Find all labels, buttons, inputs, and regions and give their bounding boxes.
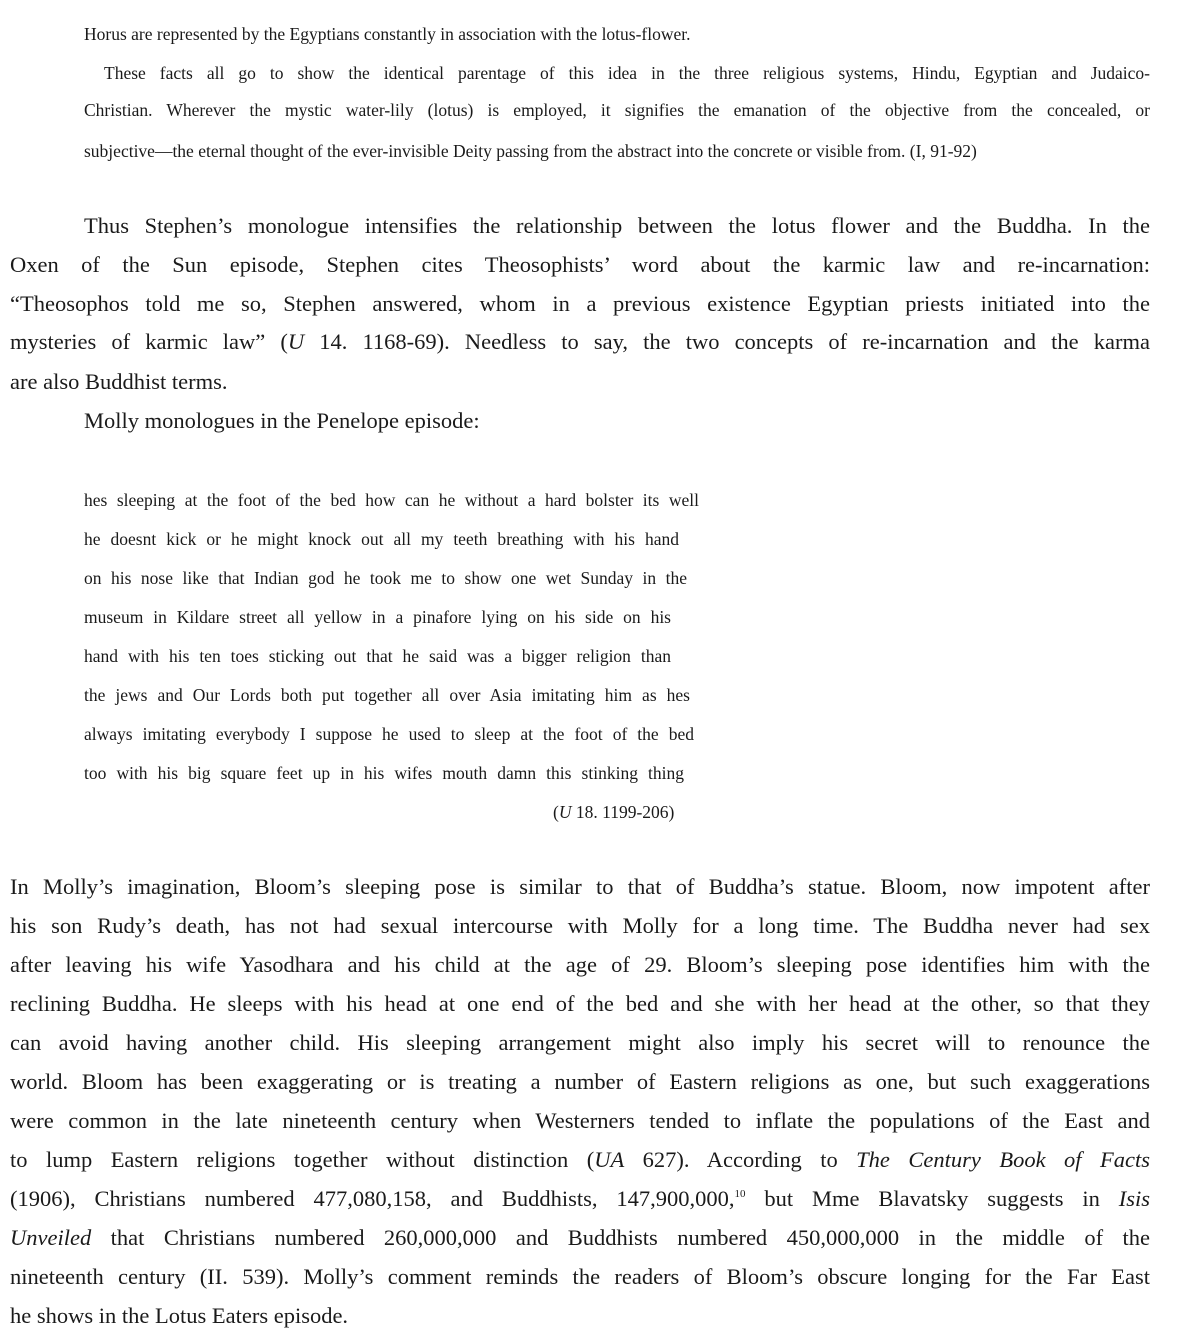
paragraph-1-line-1: Thus Stephen’s monologue intensifies the relationship between the lotus flower and the Buddha. In the [84, 213, 1150, 238]
paragraph-2-line-8 [10, 1147, 1150, 1173]
paragraph-1-line-4 [10, 329, 1150, 355]
block-quote-2-line-7: always imitating everybody I suppose he used to sleep at the foot of the bed [84, 724, 694, 744]
paragraph-2-line-12: he shows in the Lotus Eaters episode. [10, 1303, 349, 1328]
book-title-unveiled: Unveiled [10, 1225, 92, 1250]
ulysses-abbrev: U [558, 802, 572, 822]
paragraph-2-line-10-text-b: that Christians numbered 260,000,000 and Buddhists numbered 450,000,000 in the middle of the [91, 1225, 1150, 1250]
block-quote-1-line-1: Horus are represented by the Egyptians constantly in association with the lotus-flower. [84, 24, 691, 44]
paragraph-1-line-5: are also Buddhist terms. [10, 369, 228, 394]
paragraph-2-line-9-text-a: (1906), Christians numbered 477,080,158, and Buddhists, 147,900,000, [10, 1186, 735, 1211]
block-quote-1-line-4: subjective—the eternal thought of the ever-invisible Deity passing from the abstract into the concrete or visible from. (I, 91-92) [84, 141, 977, 161]
book-title-century-book: The Century Book of Facts [856, 1147, 1151, 1172]
citation-open-paren: ( [553, 802, 559, 822]
block-quote-2-line-6: the jews and Our Lords both put together all over Asia imitating him as hes [84, 685, 690, 705]
block-quote-2-line-2: he doesnt kick or he might knock out all my teeth breathing with his hand [84, 529, 679, 549]
block-quote-1-line-3: Christian. Wherever the mystic water-lily (lotus) is employed, it signifies the emanation of the objective from the concealed, or [84, 100, 1150, 120]
paragraph-2-line-4: reclining Buddha. He sleeps with his head at one end of the bed and she with her head at the other, so that they [10, 991, 1150, 1016]
footnote-marker[interactable]: 10 [734, 1188, 746, 1200]
citation-rest: 18. 1199-206) [571, 802, 675, 822]
block-quote-2-line-4: museum in Kildare street all yellow in a pinafore lying on his side on his [84, 607, 671, 627]
block-quote-2-line-3: on his nose like that Indian god he took me to show one wet Sunday in the [84, 568, 687, 588]
paragraph-2-line-8-text-b: 627). According to [624, 1147, 857, 1172]
book-title-isis: Isis [1118, 1186, 1150, 1211]
paragraph-2-line-7: were common in the late nineteenth century when Westerners tended to inflate the populations of the East and [10, 1108, 1150, 1133]
paragraph-2-line-5: can avoid having another child. His sleeping arrangement might also imply his secret will to renounce the [10, 1030, 1150, 1055]
paragraph-2-line-11: nineteenth century (II. 539). Molly’s comment reminds the readers of Bloom’s obscure longing for the Far East [10, 1264, 1150, 1289]
block-quote-2-citation [553, 802, 674, 823]
ulysses-annotated-abbrev: UA [594, 1147, 625, 1172]
block-quote-1-line-2: These facts all go to show the identical parentage of this idea in the three religious systems, Hindu, Egyptian and Judaico- [104, 63, 1150, 83]
paragraph-2-line-6: world. Bloom has been exaggerating or is treating a number of Eastern religions as one, but such exaggerations [10, 1069, 1150, 1094]
block-quote-2-line-8: too with his big square feet up in his wifes mouth damn this stinking thing [84, 763, 684, 783]
paragraph-2-line-9-text-b: but Mme Blavatsky suggests in [745, 1186, 1119, 1211]
ulysses-abbrev: U [287, 329, 305, 354]
paragraph-2-line-10 [10, 1225, 1150, 1251]
paragraph-1-line-2: Oxen of the Sun episode, Stephen cites Theosophists’ word about the karmic law and re-incarnation: [10, 252, 1150, 277]
block-quote-2-line-5: hand with his ten toes sticking out that he said was a bigger religion than [84, 646, 671, 666]
paragraph-2-line-2: his son Rudy’s death, has not had sexual intercourse with Molly for a long time. The Buddha never had sex [10, 913, 1150, 938]
paragraph-2-line-9 [10, 1186, 1150, 1212]
paragraph-2-line-3: after leaving his wife Yasodhara and his child at the age of 29. Bloom’s sleeping pose identifies him with the [10, 952, 1150, 977]
paragraph-2-line-1: In Molly’s imagination, Bloom’s sleeping pose is similar to that of Buddha’s statue. Bloom, now impotent after [10, 874, 1150, 899]
paragraph-2-line-8-text-a: to lump Eastern religions together without distinction ( [10, 1147, 595, 1172]
paragraph-1-line-4-text-a: mysteries of karmic law” ( [10, 329, 288, 354]
paragraph-1-line-6: Molly monologues in the Penelope episode: [84, 408, 480, 433]
block-quote-2-line-1: hes sleeping at the foot of the bed how can he without a hard bolster its well [84, 490, 699, 510]
paragraph-1-line-3: “Theosophos told me so, Stephen answered, whom in a previous existence Egyptian priests initiated into the [10, 291, 1150, 316]
paragraph-1-line-4-text-b: 14. 1168-69). Needless to say, the two concepts of re-incarnation and the karma [304, 329, 1150, 354]
